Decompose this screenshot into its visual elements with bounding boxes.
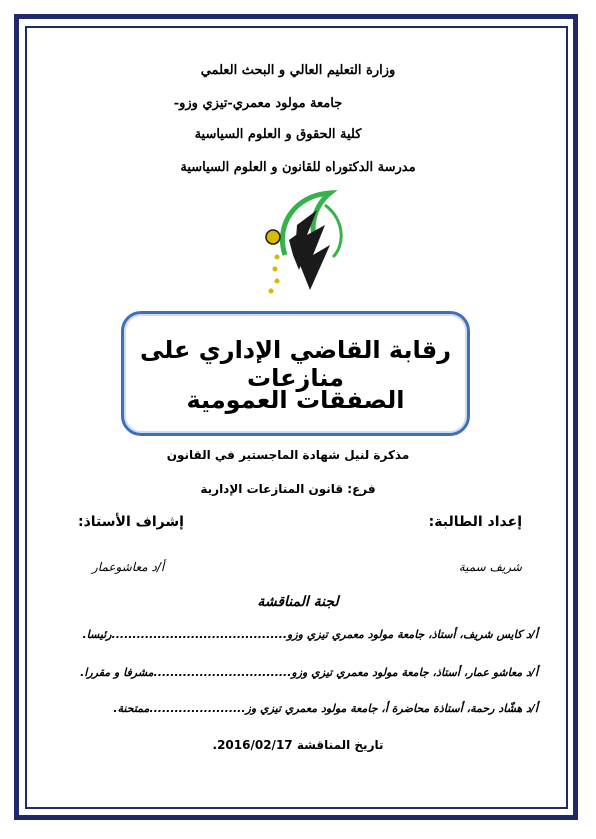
committee-member: أ/د كايس شريف، أستاذ، جامعة مولود معمري تيزي وزو..........................................رئيسا. [82, 628, 538, 641]
university-name: جامعة مولود معمري-تيزي وزو- [173, 96, 343, 111]
ministry-name: وزارة التعليم العالي و البحث العلمي [200, 63, 396, 78]
doctoral-school-name: مدرسة الدكتوراه للقانون و العلوم السياسية [180, 160, 416, 175]
specialty-branch: فرع: قانون المنازعات الإدارية [200, 482, 376, 496]
supervisor-name: أ/د معاشوعمار [92, 560, 165, 574]
committee-member: أ/د هشّاد رحمة، أستاذة محاضرة أ، جامعة مولود معمري تيزي وز.......................ممتحنة. [113, 702, 538, 715]
defense-date: تاريخ المناقشة 2016/02/17. [212, 738, 384, 752]
degree-statement: مذكرة لنيل شهادة الماجستير في القانون [166, 448, 410, 462]
supervisor-label: إشراف الأستاذ: [78, 514, 184, 530]
student-name: شريف سمية [458, 560, 522, 574]
thesis-title-box [121, 311, 470, 436]
university-logo-icon [255, 185, 355, 300]
committee-title: لجنة المناقشة [257, 594, 339, 610]
committee-member: أ/د معاشو عمار، أستاذ، جامعة مولود معمري تيزي وزو.................................مشرفا و مقررا. [80, 666, 538, 679]
logo-coin-icon [266, 230, 280, 244]
faculty-name: كلية الحقوق و العلوم السياسية [194, 127, 362, 142]
thesis-title-line2: الصفقات العمومية [186, 386, 405, 414]
prepared-by-label: إعداد الطالبة: [428, 514, 522, 530]
thesis-title-line1: رقابة القاضي الإداري على منازعات [139, 336, 452, 392]
